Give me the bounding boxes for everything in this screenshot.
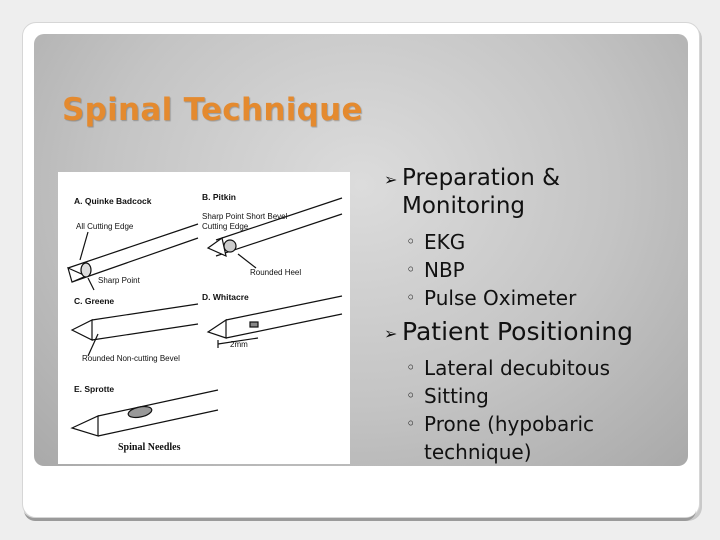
sub-bullet-item bbox=[384, 354, 684, 382]
sub-bullet-text: NBP bbox=[424, 258, 465, 282]
sub-bullet-text: Prone (hypobaric technique) bbox=[424, 412, 595, 464]
needle-b-drawing bbox=[208, 198, 342, 268]
needle-b-edge-label: Cutting Edge bbox=[202, 222, 249, 231]
sub-bullet-text: Sitting bbox=[424, 384, 489, 408]
needle-c-drawing bbox=[72, 304, 198, 356]
bullet-text: Preparation & Monitoring bbox=[402, 165, 561, 219]
needle-c-label: C. Greene bbox=[74, 296, 115, 306]
needle-d-drawing bbox=[208, 296, 342, 348]
needle-b-bevel-label: Sharp Point Short Bevel bbox=[202, 212, 288, 221]
sub-bullet-text: Pulse Oximeter bbox=[424, 286, 577, 310]
needle-b-label: B. Pitkin bbox=[202, 192, 237, 202]
slide-title: Spinal Technique bbox=[62, 92, 363, 128]
sub-bullet-text: EKG bbox=[424, 230, 466, 254]
sub-bullet-text: Lateral decubitous bbox=[424, 356, 611, 380]
bullet-text: Patient Positioning bbox=[402, 317, 633, 346]
sub-bullet-item bbox=[384, 228, 684, 256]
bullet-group-preparation bbox=[384, 164, 684, 312]
slide-bottom-edge bbox=[24, 510, 696, 521]
arrow-bullet-icon: ➢ bbox=[384, 324, 398, 343]
figure-caption: Spinal Needles bbox=[118, 442, 181, 453]
ring-bullet-icon: ◦ bbox=[406, 232, 416, 251]
bullet-list bbox=[384, 164, 684, 472]
needle-a-edge-label: All Cutting Edge bbox=[76, 222, 134, 231]
needle-a-point-label: Sharp Point bbox=[98, 276, 140, 285]
needle-a-label: A. Quinke Badcock bbox=[74, 196, 152, 206]
needle-d-mm-label: 2mm bbox=[230, 340, 248, 349]
needle-e-label: E. Sprotte bbox=[74, 384, 115, 394]
ring-bullet-icon: ◦ bbox=[406, 288, 416, 307]
arrow-bullet-icon: ➢ bbox=[384, 170, 398, 189]
bullet-group-positioning bbox=[384, 318, 684, 466]
sub-bullet-item bbox=[384, 410, 684, 466]
needle-d-label: D. Whitacre bbox=[202, 292, 249, 302]
ring-bullet-icon: ◦ bbox=[406, 260, 416, 279]
needle-e-drawing bbox=[72, 390, 218, 436]
sub-bullet-item bbox=[384, 284, 684, 312]
ring-bullet-icon: ◦ bbox=[406, 358, 416, 377]
spinal-needles-figure bbox=[58, 172, 350, 464]
ring-bullet-icon: ◦ bbox=[406, 414, 416, 433]
needle-b-heel-label: Rounded Heel bbox=[250, 268, 302, 277]
ring-bullet-icon: ◦ bbox=[406, 386, 416, 405]
sub-bullet-item bbox=[384, 382, 684, 410]
bullet-item bbox=[384, 318, 684, 346]
needle-c-bevel-label: Rounded Non-cutting Bevel bbox=[82, 354, 180, 363]
sub-bullet-item bbox=[384, 256, 684, 284]
bullet-item bbox=[384, 164, 684, 220]
